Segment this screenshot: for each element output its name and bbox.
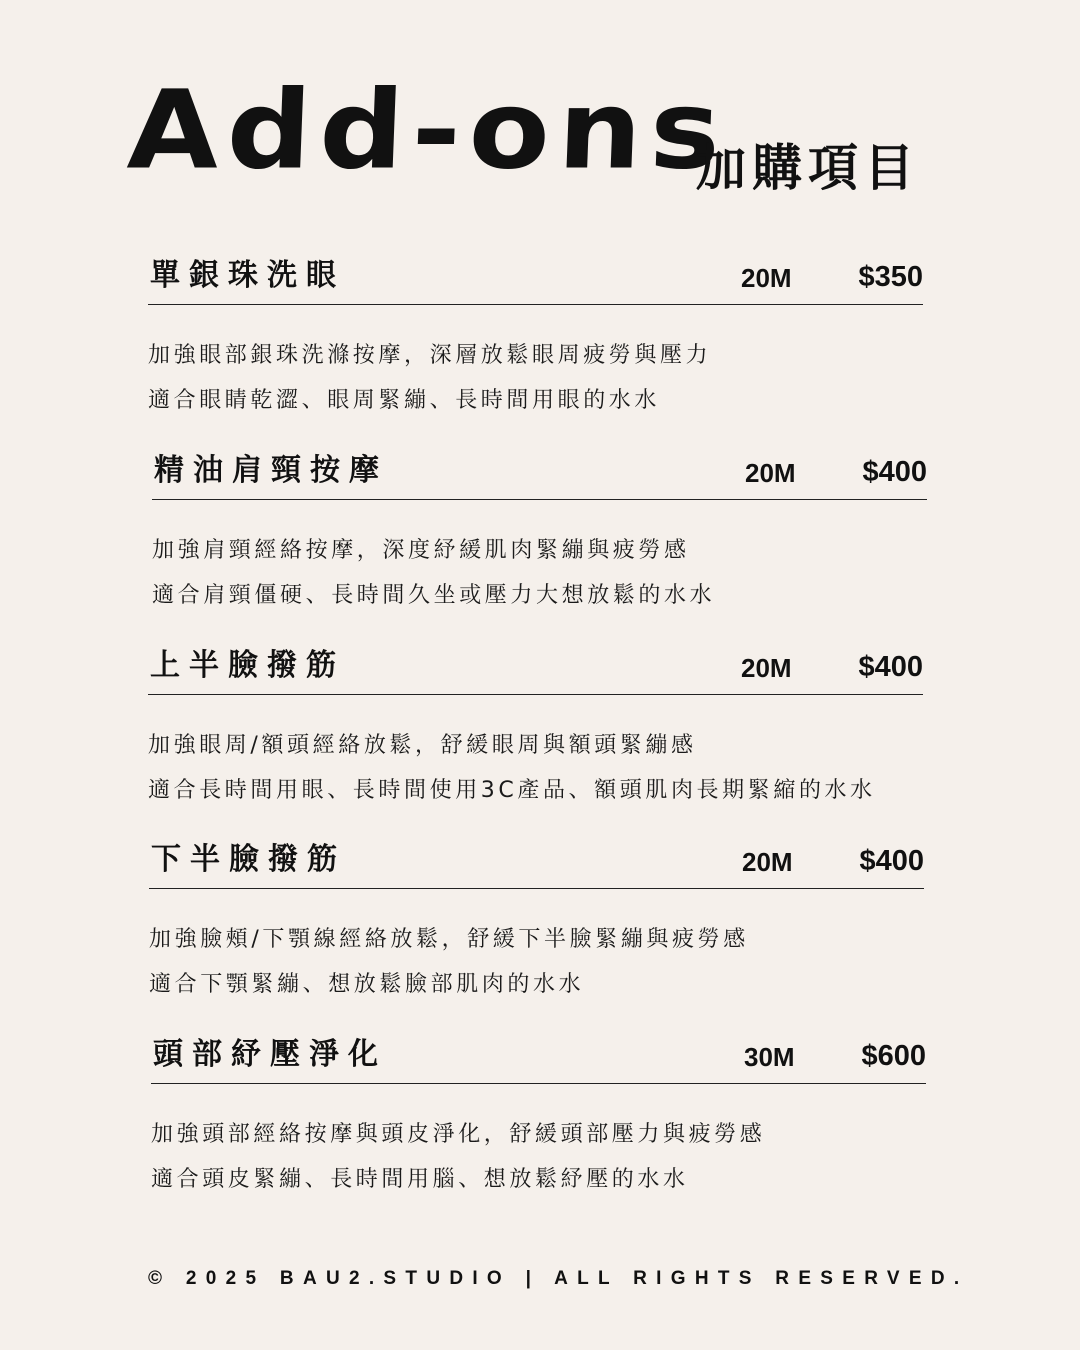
addon-price: $400 (859, 845, 924, 877)
addon-item (148, 252, 923, 423)
addon-duration: 20M (745, 458, 796, 488)
addon-item (151, 1031, 926, 1202)
description-line: 加強臉頰/下顎線經絡放鬆，舒緩下半臉緊繃與疲勞感 (149, 927, 749, 952)
description-line: 適合頭皮緊繃、長時間用腦、想放鬆紓壓的水水 (151, 1167, 689, 1192)
addon-price: $400 (858, 651, 923, 683)
page-title: Add-ons (125, 66, 731, 194)
addon-item-header (148, 642, 923, 695)
addon-name: 頭部紓壓淨化 (153, 1037, 387, 1072)
addon-price: $600 (861, 1040, 926, 1072)
addon-name: 單銀珠洗眼 (150, 258, 345, 293)
description-line: 加強頭部經絡按摩與頭皮淨化，舒緩頭部壓力與疲勞感 (151, 1122, 766, 1147)
addon-item-header (151, 1031, 926, 1084)
addon-description (152, 528, 927, 618)
addon-description (148, 723, 923, 813)
addon-description (148, 333, 923, 423)
addon-duration: 20M (741, 263, 792, 293)
addon-item (152, 447, 927, 618)
description-line: 適合眼睛乾澀、眼周緊繃、長時間用眼的水水 (148, 388, 661, 413)
description-line: 加強眼部銀珠洗滌按摩，深層放鬆眼周疲勞與壓力 (148, 343, 712, 368)
description-line: 加強眼周/額頭經絡放鬆，舒緩眼周與額頭緊繃感 (148, 733, 697, 758)
addon-name: 精油肩頸按摩 (154, 453, 388, 488)
addon-description (149, 917, 924, 1007)
description-line: 適合肩頸僵硬、長時間久坐或壓力大想放鬆的水水 (152, 583, 716, 608)
addon-duration: 20M (741, 653, 792, 683)
addon-item-header (152, 447, 927, 500)
page-subtitle: 加購項目 (696, 139, 920, 197)
addon-price: $400 (862, 456, 927, 488)
addon-item (148, 642, 923, 813)
addon-name: 上半臉撥筋 (150, 648, 345, 683)
description-line: 加強肩頸經絡按摩，深度紓緩肌肉緊繃與疲勞感 (152, 538, 690, 563)
footer-copyright: © 2025 BAU2.STUDIO | ALL RIGHTS RESERVED. (148, 1268, 969, 1289)
addon-description (151, 1112, 926, 1202)
description-line: 適合長時間用眼、長時間使用3C產品、額頭肌肉長期緊縮的水水 (148, 778, 876, 803)
addon-item (149, 836, 924, 1007)
addon-duration: 20M (742, 847, 793, 877)
addon-item-header (148, 252, 923, 305)
description-line: 適合下顎緊繃、想放鬆臉部肌肉的水水 (149, 972, 585, 997)
addon-price: $350 (858, 261, 923, 293)
addon-item-header (149, 836, 924, 889)
page-header (125, 66, 950, 210)
addon-name: 下半臉撥筋 (151, 842, 346, 877)
addon-duration: 30M (744, 1042, 795, 1072)
